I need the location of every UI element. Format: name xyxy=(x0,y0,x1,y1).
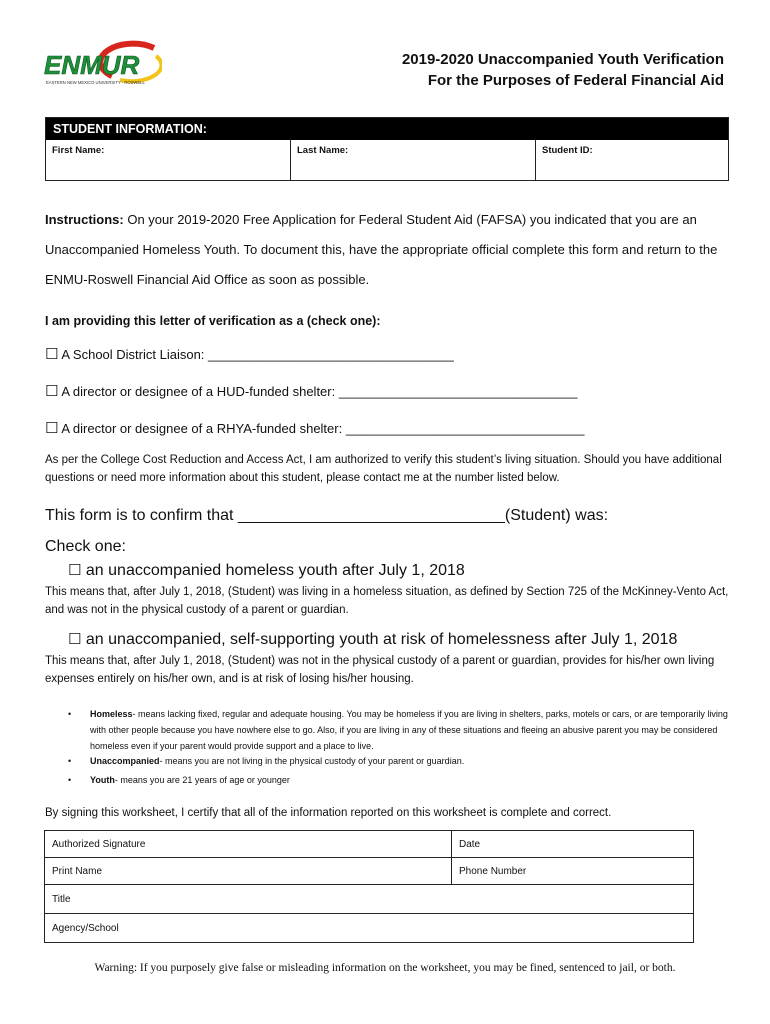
form-title xyxy=(402,49,724,91)
option-hud-shelter-label: A director or designee of a HUD-funded shelter: _________________________________ xyxy=(61,384,578,399)
option-homeless-youth-description: This means that, after July 1, 2018, (Student) was living in a homeless situation, as defined by Section 725 of the McKinney-Vento Act, and was not in the physical custody of a parent or guardian. xyxy=(45,586,729,616)
student-information-fields xyxy=(46,140,728,180)
bullet-icon: • xyxy=(68,775,72,785)
verification-heading: I am providing this letter of verification as a (check one): xyxy=(45,314,381,328)
last-name-field[interactable] xyxy=(291,140,536,180)
authorized-signature-field[interactable] xyxy=(45,831,452,858)
title-label: Title xyxy=(52,893,71,905)
option-self-supporting-youth-label: an unaccompanied, self-supporting youth at risk of homelessness after July 1, 2018 xyxy=(85,631,678,648)
option-school-liaison[interactable] xyxy=(45,345,454,363)
title-line-2: For the Purposes of Federal Financial Aid xyxy=(427,72,724,89)
date-label: Date xyxy=(459,838,481,850)
svg-text:EASTERN NEW MEXICO UNIVERSITY: EASTERN NEW MEXICO UNIVERSITY · ROSWELL xyxy=(46,80,145,85)
definition-unaccompanied xyxy=(68,753,728,769)
student-id-label: Student ID: xyxy=(542,145,593,156)
first-name-label: First Name: xyxy=(52,145,105,156)
title-line-1: 2019-2020 Unaccompanied Youth Verification xyxy=(401,51,724,68)
checkbox-icon[interactable]: ☐ xyxy=(45,346,59,363)
definition-youth xyxy=(68,772,728,788)
checkbox-icon[interactable]: ☐ xyxy=(68,562,82,579)
authorized-signature-label: Authorized Signature xyxy=(52,838,146,850)
bullet-icon: • xyxy=(68,709,72,719)
option-homeless-youth-label: an unaccompanied homeless youth after July 1, 2018 xyxy=(85,562,465,579)
definition-term: Youth xyxy=(90,775,115,785)
option-hud-shelter[interactable] xyxy=(45,382,577,400)
print-name-field[interactable] xyxy=(45,858,452,885)
definition-text: - means you are 21 years of age or younger xyxy=(114,775,290,785)
student-information-heading: STUDENT INFORMATION: xyxy=(46,118,728,140)
date-field[interactable] xyxy=(452,831,694,858)
option-school-liaison-label: A School District Liaison: __________________________________ xyxy=(61,347,454,362)
check-one-label: Check one: xyxy=(45,538,126,555)
instructions-label: Instructions: xyxy=(45,212,124,227)
instructions-text: On your 2019-2020 Free Application for Federal Student Aid (FAFSA) you indicated that you are an Unaccompanied Homeless Youth. To document this, have the appropriate official complete this form and return to the ENMU-Roswell Financial Aid Office as soon as possible. xyxy=(45,212,718,287)
definition-term: Homeless xyxy=(90,709,133,719)
enmu-roswell-logo xyxy=(42,36,162,92)
svg-text:ENMUR: ENMUR xyxy=(44,50,140,80)
option-rhya-shelter-label: A director or designee of a RHYA-funded shelter: _________________________________ xyxy=(61,421,585,436)
option-homeless-youth[interactable] xyxy=(68,561,465,580)
title-field[interactable] xyxy=(45,885,694,914)
option-self-supporting-youth-description: This means that, after July 1, 2018, (Student) was not in the physical custody of a parent or guardian, provides for his/her own living expenses entirely on his/her own, and is at risk of losing his/her housing. xyxy=(45,655,715,685)
print-name-label: Print Name xyxy=(52,865,103,877)
phone-number-field[interactable] xyxy=(452,858,694,885)
phone-number-label: Phone Number xyxy=(459,865,527,877)
bullet-icon: • xyxy=(68,756,72,766)
last-name-label: Last Name: xyxy=(297,145,349,156)
agency-school-field[interactable] xyxy=(45,914,694,943)
definition-homeless xyxy=(68,706,728,754)
authorization-statement: As per the College Cost Reduction and Access Act, I am authorized to verify this student’s living situation. Should you have additional questions or need more information about this student, please contact me at the number listed below. xyxy=(45,454,722,484)
checkbox-icon[interactable]: ☐ xyxy=(45,383,59,400)
checkbox-icon[interactable]: ☐ xyxy=(68,631,82,648)
first-name-field[interactable] xyxy=(46,140,291,180)
definition-text: - means you are not living in the physical custody of your parent or guardian. xyxy=(159,756,465,766)
student-information-box xyxy=(45,117,729,181)
definition-text: - means lacking fixed, regular and adequate housing. You may be homeless if you are living in shelters, parks, motels or cars, or are temporarily living with other people because you have nowhere else to go. Also, if you are living in any of these situations and fleeing an abusive parent you may be considered homeless even if your parent would provide support and a place to live. xyxy=(90,709,728,751)
confirm-line: This form is to confirm that ______________________________(Student) was: xyxy=(45,507,609,524)
definition-term: Unaccompanied xyxy=(90,756,160,766)
warning-footer: Warning: If you purposely give false or misleading information on the worksheet, you may be fined, sentenced to jail, or both. xyxy=(94,962,676,974)
agency-school-label: Agency/School xyxy=(52,922,119,934)
student-id-field[interactable] xyxy=(536,140,728,180)
option-rhya-shelter[interactable] xyxy=(45,419,584,437)
checkbox-icon[interactable]: ☐ xyxy=(45,420,59,437)
certification-statement: By signing this worksheet, I certify that all of the information reported on this worksheet is complete and correct. xyxy=(45,807,612,819)
option-self-supporting-youth[interactable] xyxy=(68,630,677,649)
instructions xyxy=(45,205,735,295)
signature-table xyxy=(44,830,694,943)
